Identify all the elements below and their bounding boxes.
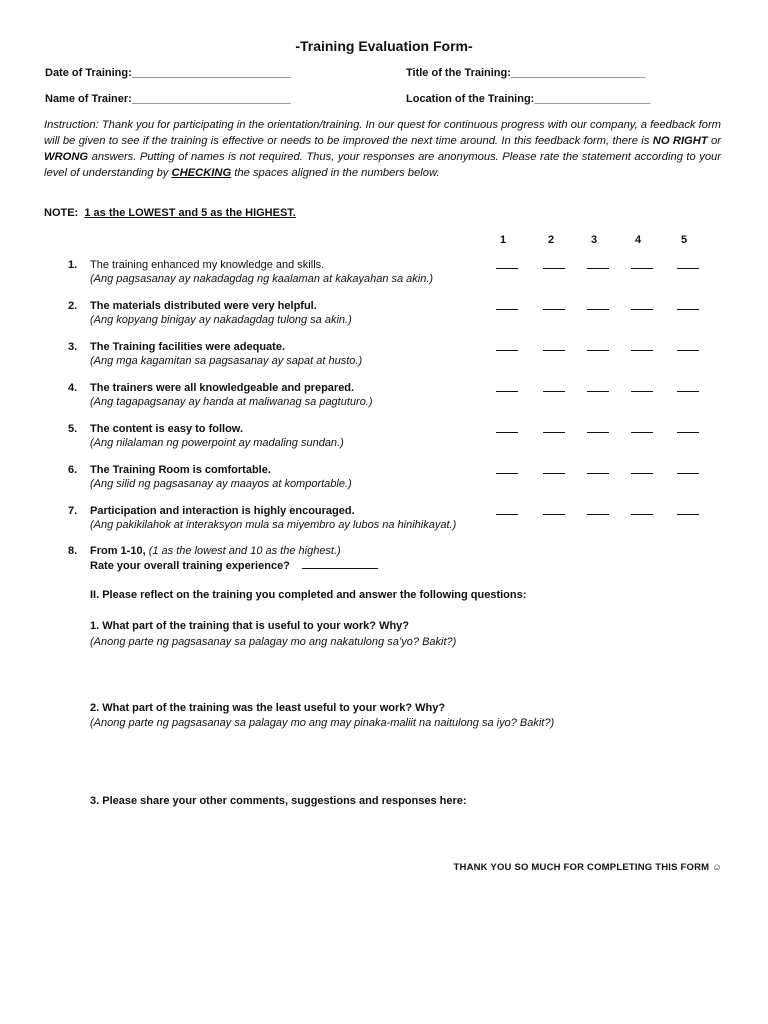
question-1-text: The training enhanced my knowledge and skills. [90,259,325,271]
question-7-translation: (Ang pakikilahok at interaksyon mula sa miyembro ay lubos na hinihikayat.) [90,519,457,531]
question-7-rating-5-blank[interactable] [677,514,699,515]
question-7-rating-2-blank[interactable] [543,514,565,515]
question-4-rating-4-blank[interactable] [631,391,653,392]
question-6-text: The Training Room is comfortable. [90,464,271,476]
question-4-rating-2-blank[interactable] [543,391,565,392]
question-3-rating-4-blank[interactable] [631,350,653,351]
question-3-rating-3-blank[interactable] [587,350,609,351]
question-3-rating-5-blank[interactable] [677,350,699,351]
form-title: -Training Evaluation Form- [295,38,473,54]
question-6-translation: (Ang silid ng pagsasanay ay maayos at komportable.) [90,478,352,490]
question-7-rating-1-blank[interactable] [496,514,518,515]
thank-you-footer [454,862,723,873]
question-5-text: The content is easy to follow. [90,423,244,435]
question-6-number: 6. [68,464,78,476]
question-4-rating-5-blank[interactable] [677,391,699,392]
instruction-text-3: the spaces aligned in the numbers below. [231,167,440,179]
question-5-rating-3-blank[interactable] [587,432,609,433]
question-4-number: 4. [68,382,78,394]
question-8-number: 8. [68,545,78,557]
question-8-rate: Rate your overall training experience? [90,560,290,572]
question-1-translation: (Ang pagsasanay ay nakadagdag ng kaalaman at kakayahan sa akin.) [90,273,434,285]
reflection-q1-translation: (Anong parte ng pagsasanay sa palagay mo ang nakatulong sa’yo? Bakit?) [90,636,457,648]
question-7-text: Participation and interaction is highly encouraged. [90,505,355,517]
scale-3: 3 [590,234,598,246]
date-of-training-label: Date of Training: [45,67,132,79]
scale-4: 4 [634,234,642,246]
reflection-q3: 3. Please share your other comments, suggestions and responses here: [90,795,467,807]
rating-note [44,207,296,219]
question-8-line-1 [90,545,341,557]
question-4-translation: (Ang tagapagsanay ay handa at maliwanag sa pagtuturo.) [90,396,373,408]
date-of-training-line[interactable]: __________________________ [131,67,291,79]
question-8-line-2 [90,560,378,572]
question-2-number: 2. [68,300,78,312]
thank-you-text: THANK YOU SO MUCH FOR COMPLETING THIS FORM [453,862,710,873]
question-6-rating-2-blank[interactable] [543,473,565,474]
question-4-text: The trainers were all knowledgeable and prepared. [90,382,355,394]
question-6-rating-4-blank[interactable] [631,473,653,474]
scale-2: 2 [547,234,555,246]
question-3-number: 3. [68,341,78,353]
scale-5: 5 [680,234,688,246]
question-2-rating-2-blank[interactable] [543,309,565,310]
reflection-q2-translation: (Anong parte ng pagsasanay sa palagay mo ang may pinaka-maliit na naitulong sa iyo? Bakit?) [90,717,555,729]
question-5-rating-2-blank[interactable] [543,432,565,433]
instruction-or: or [707,135,721,147]
question-1-rating-5-blank[interactable] [677,268,699,269]
name-of-trainer-field[interactable] [45,93,291,105]
note-label: NOTE: [44,207,79,219]
question-4-rating-1-blank[interactable] [496,391,518,392]
question-2-rating-4-blank[interactable] [631,309,653,310]
question-1-rating-2-blank[interactable] [543,268,565,269]
question-3-text: The Training facilities were adequate. [90,341,286,353]
question-5-translation: (Ang nilalaman ng powerpoint ay madaling sundan.) [90,437,344,449]
reflection-q2: 2. What part of the training was the least useful to your work? Why? [90,702,446,714]
question-7-rating-3-blank[interactable] [587,514,609,515]
title-of-training-field[interactable] [406,67,646,79]
instruction-no-right: NO RIGHT [652,135,708,147]
question-2-rating-3-blank[interactable] [587,309,609,310]
question-5-rating-5-blank[interactable] [677,432,699,433]
scale-1: 1 [499,234,507,246]
instruction-text-2: answers. Putting of names is not required. Thus, your responses are anonymous. Please rate the statement according to your level of understanding by [44,151,721,179]
question-8-paren: (1 as the lowest and 10 as the highest.) [148,545,341,557]
question-8-lead: From 1-10, [90,545,146,557]
instruction-checking: CHECKING [171,167,232,179]
question-6-rating-3-blank[interactable] [587,473,609,474]
question-3-rating-2-blank[interactable] [543,350,565,351]
question-6-rating-5-blank[interactable] [677,473,699,474]
question-4-rating-3-blank[interactable] [587,391,609,392]
question-5-number: 5. [68,423,78,435]
location-of-training-label: Location of the Training: [406,93,535,105]
section-2-heading: II. Please reflect on the training you completed and answer the following questions: [90,589,527,601]
question-6-rating-1-blank[interactable] [496,473,518,474]
question-2-translation: (Ang kopyang binigay ay nakadagdag tulong sa akin.) [90,314,352,326]
title-of-training-line[interactable]: ______________________ [510,67,646,79]
name-of-trainer-label: Name of Trainer: [45,93,132,105]
instruction-text-1: Instruction: Thank you for participating in the orientation/training. In our quest for continuous progress with our company, a feedback form will be given to see if the training is effective or needs to be improved the next time around. In this feedback form, there is [44,119,722,147]
question-2-text: The materials distributed were very helpful. [90,300,317,312]
location-of-training-line[interactable]: ___________________ [534,93,651,105]
question-5-rating-4-blank[interactable] [631,432,653,433]
question-7-rating-4-blank[interactable] [631,514,653,515]
question-3-rating-1-blank[interactable] [496,350,518,351]
question-3-translation: (Ang mga kagamitan sa pagsasanay ay sapat at husto.) [90,355,363,367]
smiley-icon: ☺ [712,862,722,873]
reflection-q1: 1. What part of the training that is useful to your work? Why? [90,620,410,632]
question-1-rating-4-blank[interactable] [631,268,653,269]
question-1-rating-1-blank[interactable] [496,268,518,269]
question-8-answer-blank[interactable] [302,568,378,569]
question-1-number: 1. [68,259,78,271]
instruction-wrong: WRONG [44,151,89,163]
question-2-rating-5-blank[interactable] [677,309,699,310]
name-of-trainer-line[interactable]: __________________________ [131,93,291,105]
question-7-number: 7. [68,505,78,517]
location-of-training-field[interactable] [406,93,651,105]
title-of-training-label: Title of the Training: [406,67,511,79]
date-of-training-field[interactable] [45,67,291,79]
instruction-paragraph [44,117,721,181]
note-text: 1 as the LOWEST and 5 as the HIGHEST. [84,207,296,219]
question-5-rating-1-blank[interactable] [496,432,518,433]
question-2-rating-1-blank[interactable] [496,309,518,310]
question-1-rating-3-blank[interactable] [587,268,609,269]
